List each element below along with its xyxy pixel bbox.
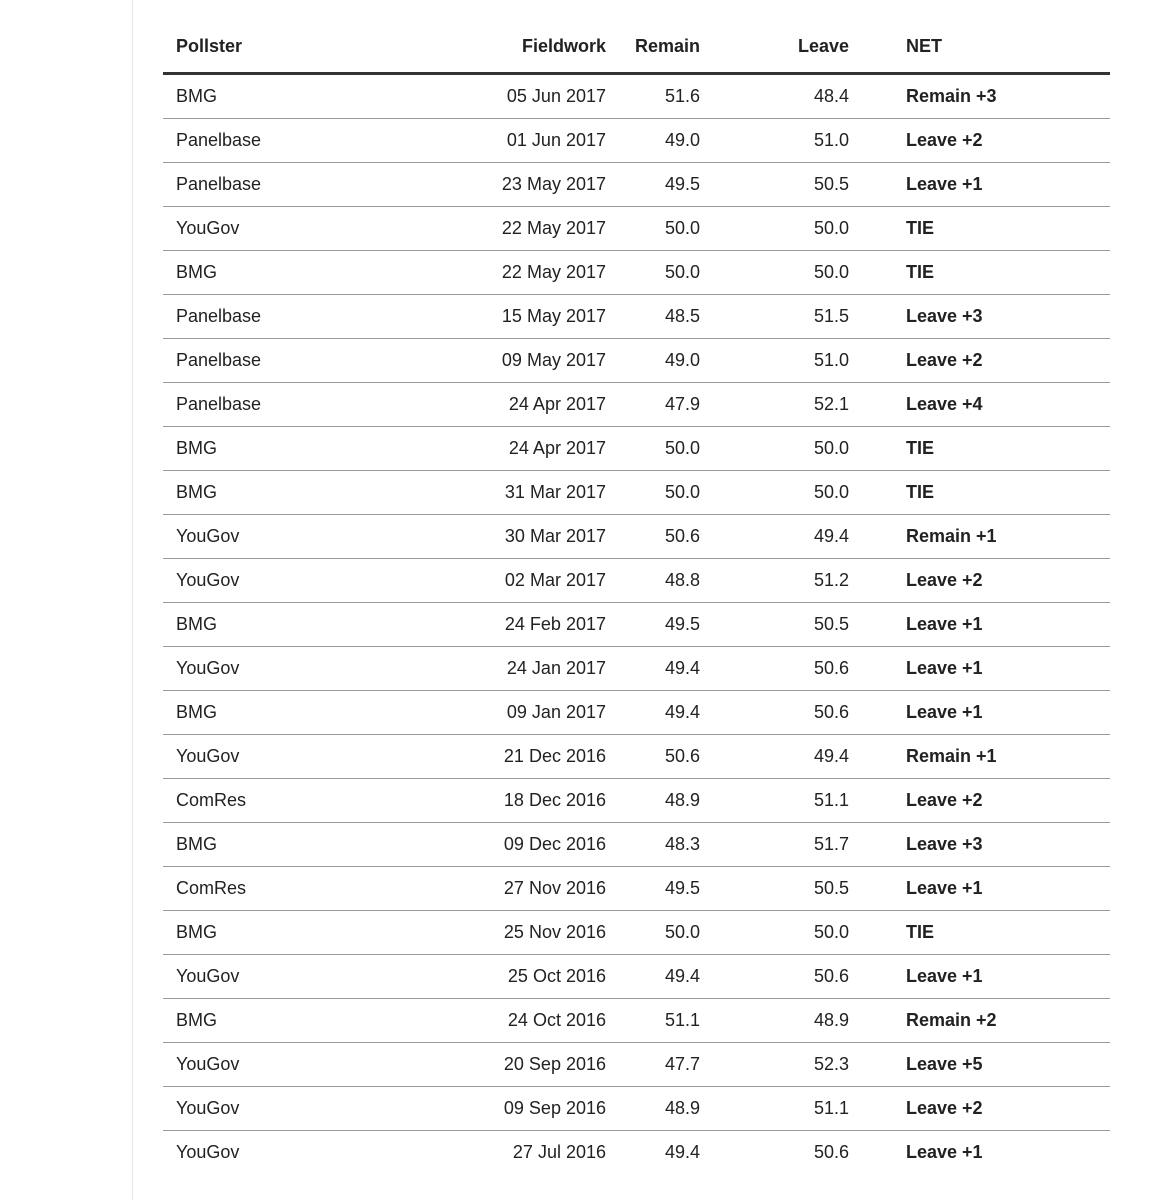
- net-cell: Leave +2: [849, 1087, 1110, 1131]
- header-net: NET: [849, 20, 1110, 74]
- fieldwork-cell: 20 Sep 2016: [366, 1043, 606, 1087]
- table-row: [163, 647, 1110, 691]
- table-row: [163, 163, 1110, 207]
- remain-cell: 50.6: [606, 515, 700, 559]
- pollster-cell: ComRes: [163, 867, 366, 911]
- pollster-cell: BMG: [163, 74, 366, 119]
- leave-cell: 50.0: [700, 911, 849, 955]
- remain-cell: 47.7: [606, 1043, 700, 1087]
- remain-cell: 48.9: [606, 779, 700, 823]
- leave-cell: 52.1: [700, 383, 849, 427]
- pollster-cell: BMG: [163, 823, 366, 867]
- leave-cell: 50.0: [700, 427, 849, 471]
- net-cell: Leave +2: [849, 779, 1110, 823]
- pollster-cell: Panelbase: [163, 295, 366, 339]
- pollster-cell: Panelbase: [163, 163, 366, 207]
- table-row: [163, 1087, 1110, 1131]
- leave-cell: 51.0: [700, 119, 849, 163]
- remain-cell: 48.9: [606, 1087, 700, 1131]
- table-row: [163, 119, 1110, 163]
- fieldwork-cell: 27 Nov 2016: [366, 867, 606, 911]
- pollster-cell: YouGov: [163, 515, 366, 559]
- remain-cell: 50.0: [606, 207, 700, 251]
- fieldwork-cell: 27 Jul 2016: [366, 1131, 606, 1175]
- net-cell: Remain +1: [849, 735, 1110, 779]
- leave-cell: 50.6: [700, 691, 849, 735]
- fieldwork-cell: 15 May 2017: [366, 295, 606, 339]
- table-row: [163, 471, 1110, 515]
- fieldwork-cell: 09 Sep 2016: [366, 1087, 606, 1131]
- leave-cell: 51.1: [700, 779, 849, 823]
- net-cell: Leave +1: [849, 867, 1110, 911]
- header-row: [163, 20, 1110, 74]
- net-cell: Leave +4: [849, 383, 1110, 427]
- table-row: [163, 955, 1110, 999]
- leave-cell: 50.5: [700, 163, 849, 207]
- fieldwork-cell: 23 May 2017: [366, 163, 606, 207]
- table-body: [163, 74, 1110, 1175]
- remain-cell: 50.6: [606, 735, 700, 779]
- remain-cell: 51.6: [606, 74, 700, 119]
- table-row: [163, 1043, 1110, 1087]
- table-row: [163, 251, 1110, 295]
- fieldwork-cell: 25 Oct 2016: [366, 955, 606, 999]
- left-divider: [132, 0, 133, 1200]
- remain-cell: 50.0: [606, 471, 700, 515]
- leave-cell: 48.4: [700, 74, 849, 119]
- table-row: [163, 207, 1110, 251]
- fieldwork-cell: 09 May 2017: [366, 339, 606, 383]
- remain-cell: 50.0: [606, 911, 700, 955]
- fieldwork-cell: 24 Apr 2017: [366, 383, 606, 427]
- net-cell: TIE: [849, 207, 1110, 251]
- remain-cell: 48.8: [606, 559, 700, 603]
- remain-cell: 49.5: [606, 867, 700, 911]
- table-row: [163, 691, 1110, 735]
- net-cell: Leave +2: [849, 559, 1110, 603]
- leave-cell: 50.6: [700, 1131, 849, 1175]
- pollster-cell: YouGov: [163, 1087, 366, 1131]
- table-row: [163, 559, 1110, 603]
- fieldwork-cell: 05 Jun 2017: [366, 74, 606, 119]
- fieldwork-cell: 09 Dec 2016: [366, 823, 606, 867]
- pollster-cell: YouGov: [163, 647, 366, 691]
- pollster-cell: Panelbase: [163, 339, 366, 383]
- table-header: [163, 20, 1110, 74]
- table-row: [163, 603, 1110, 647]
- net-cell: TIE: [849, 471, 1110, 515]
- net-cell: Leave +3: [849, 823, 1110, 867]
- pollster-cell: BMG: [163, 251, 366, 295]
- net-cell: TIE: [849, 911, 1110, 955]
- net-cell: Leave +3: [849, 295, 1110, 339]
- pollster-cell: YouGov: [163, 559, 366, 603]
- remain-cell: 49.0: [606, 119, 700, 163]
- header-leave: Leave: [700, 20, 849, 74]
- table-row: [163, 339, 1110, 383]
- net-cell: Leave +1: [849, 603, 1110, 647]
- remain-cell: 49.0: [606, 339, 700, 383]
- remain-cell: 48.3: [606, 823, 700, 867]
- leave-cell: 50.0: [700, 207, 849, 251]
- header-fieldwork: Fieldwork: [366, 20, 606, 74]
- fieldwork-cell: 09 Jan 2017: [366, 691, 606, 735]
- remain-cell: 48.5: [606, 295, 700, 339]
- pollster-cell: BMG: [163, 471, 366, 515]
- table-row: [163, 735, 1110, 779]
- leave-cell: 50.0: [700, 251, 849, 295]
- leave-cell: 50.0: [700, 471, 849, 515]
- net-cell: Remain +3: [849, 74, 1110, 119]
- table-row: [163, 515, 1110, 559]
- remain-cell: 49.5: [606, 603, 700, 647]
- pollster-cell: YouGov: [163, 955, 366, 999]
- leave-cell: 51.1: [700, 1087, 849, 1131]
- fieldwork-cell: 24 Apr 2017: [366, 427, 606, 471]
- table-row: [163, 295, 1110, 339]
- pollster-cell: ComRes: [163, 779, 366, 823]
- net-cell: Leave +2: [849, 339, 1110, 383]
- leave-cell: 51.0: [700, 339, 849, 383]
- poll-table: [163, 20, 1110, 1175]
- remain-cell: 49.4: [606, 955, 700, 999]
- leave-cell: 49.4: [700, 515, 849, 559]
- leave-cell: 51.7: [700, 823, 849, 867]
- net-cell: Leave +1: [849, 691, 1110, 735]
- fieldwork-cell: 30 Mar 2017: [366, 515, 606, 559]
- table-row: [163, 74, 1110, 119]
- fieldwork-cell: 21 Dec 2016: [366, 735, 606, 779]
- pollster-cell: Panelbase: [163, 119, 366, 163]
- remain-cell: 51.1: [606, 999, 700, 1043]
- table-row: [163, 1131, 1110, 1175]
- fieldwork-cell: 22 May 2017: [366, 207, 606, 251]
- fieldwork-cell: 01 Jun 2017: [366, 119, 606, 163]
- net-cell: TIE: [849, 251, 1110, 295]
- remain-cell: 47.9: [606, 383, 700, 427]
- table-row: [163, 867, 1110, 911]
- leave-cell: 52.3: [700, 1043, 849, 1087]
- fieldwork-cell: 25 Nov 2016: [366, 911, 606, 955]
- net-cell: Leave +1: [849, 1131, 1110, 1175]
- net-cell: Leave +1: [849, 955, 1110, 999]
- remain-cell: 49.5: [606, 163, 700, 207]
- table-row: [163, 383, 1110, 427]
- leave-cell: 51.2: [700, 559, 849, 603]
- pollster-cell: BMG: [163, 603, 366, 647]
- pollster-cell: BMG: [163, 911, 366, 955]
- pollster-cell: BMG: [163, 691, 366, 735]
- pollster-cell: BMG: [163, 999, 366, 1043]
- net-cell: Leave +1: [849, 647, 1110, 691]
- net-cell: Leave +1: [849, 163, 1110, 207]
- remain-cell: 49.4: [606, 647, 700, 691]
- table-row: [163, 427, 1110, 471]
- fieldwork-cell: 18 Dec 2016: [366, 779, 606, 823]
- remain-cell: 49.4: [606, 691, 700, 735]
- fieldwork-cell: 02 Mar 2017: [366, 559, 606, 603]
- net-cell: Leave +5: [849, 1043, 1110, 1087]
- table-row: [163, 823, 1110, 867]
- pollster-cell: YouGov: [163, 207, 366, 251]
- leave-cell: 48.9: [700, 999, 849, 1043]
- remain-cell: 50.0: [606, 427, 700, 471]
- leave-cell: 51.5: [700, 295, 849, 339]
- net-cell: TIE: [849, 427, 1110, 471]
- leave-cell: 50.6: [700, 955, 849, 999]
- net-cell: Leave +2: [849, 119, 1110, 163]
- leave-cell: 49.4: [700, 735, 849, 779]
- net-cell: Remain +2: [849, 999, 1110, 1043]
- pollster-cell: YouGov: [163, 1043, 366, 1087]
- remain-cell: 50.0: [606, 251, 700, 295]
- fieldwork-cell: 22 May 2017: [366, 251, 606, 295]
- pollster-cell: YouGov: [163, 1131, 366, 1175]
- table-row: [163, 999, 1110, 1043]
- table-row: [163, 911, 1110, 955]
- leave-cell: 50.6: [700, 647, 849, 691]
- fieldwork-cell: 24 Feb 2017: [366, 603, 606, 647]
- pollster-cell: YouGov: [163, 735, 366, 779]
- leave-cell: 50.5: [700, 867, 849, 911]
- header-pollster: Pollster: [163, 20, 366, 74]
- table-row: [163, 779, 1110, 823]
- net-cell: Remain +1: [849, 515, 1110, 559]
- leave-cell: 50.5: [700, 603, 849, 647]
- fieldwork-cell: 24 Jan 2017: [366, 647, 606, 691]
- fieldwork-cell: 24 Oct 2016: [366, 999, 606, 1043]
- pollster-cell: BMG: [163, 427, 366, 471]
- header-remain: Remain: [606, 20, 700, 74]
- remain-cell: 49.4: [606, 1131, 700, 1175]
- pollster-cell: Panelbase: [163, 383, 366, 427]
- fieldwork-cell: 31 Mar 2017: [366, 471, 606, 515]
